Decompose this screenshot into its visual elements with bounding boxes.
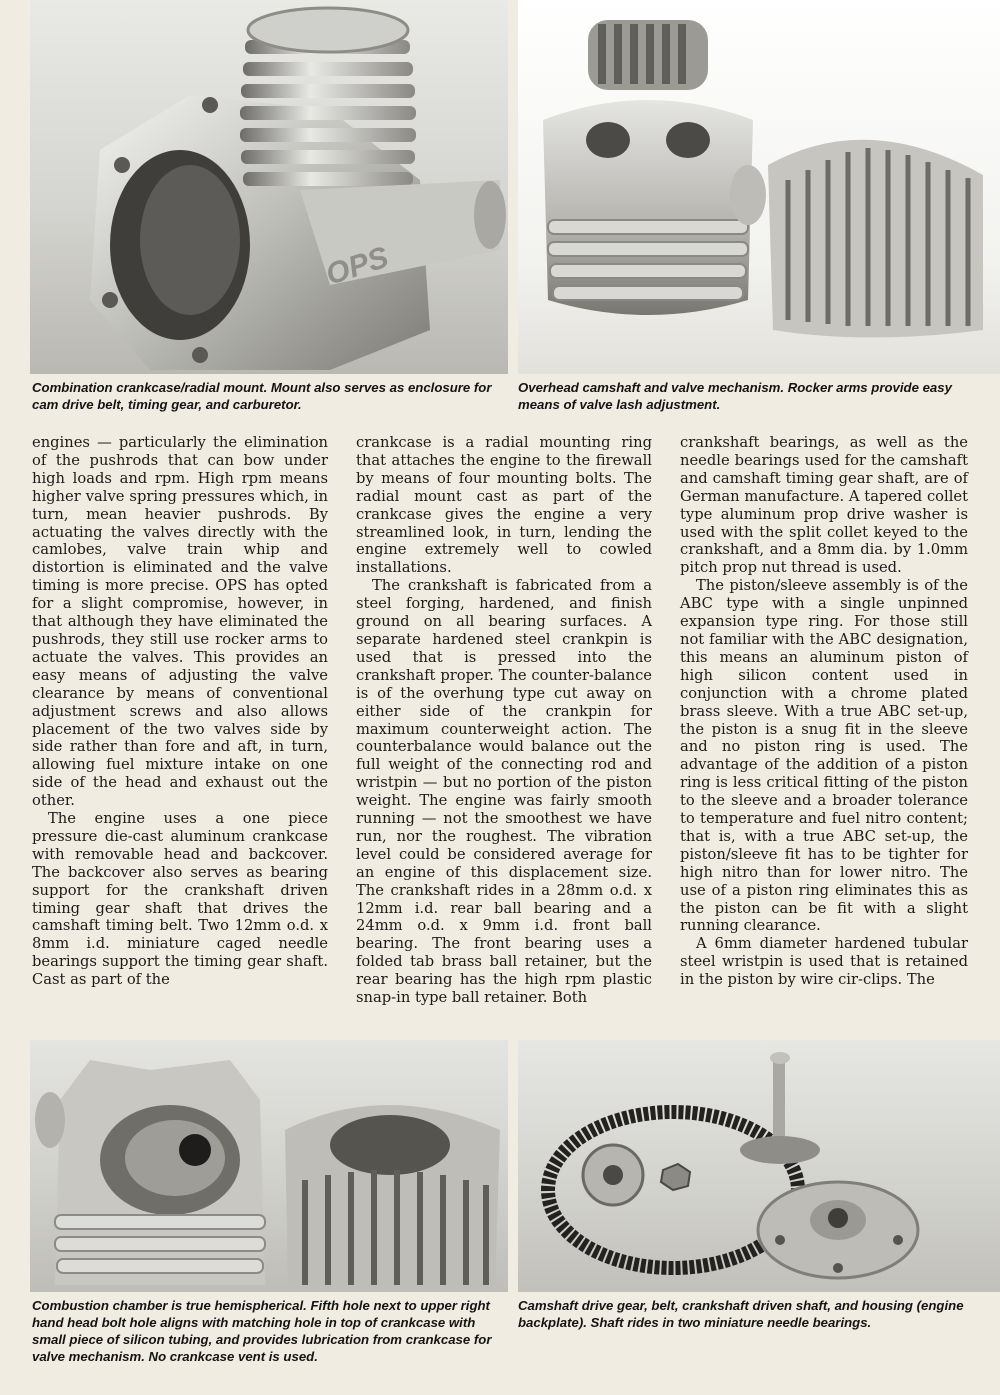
article-paragraph: crankshaft bearings, as well as the needle bearings used for the camshaft and camshaft timing gear shaft, are of German manufacture. A tapered collet type aluminum prop drive washer is used with the split collet keyed to the crankshaft, and a 8mm dia. by 1.0mm pitch prop nut thread is used. bbox=[680, 434, 968, 577]
caption-combustion-chamber: Combustion chamber is true hemispherical. Fifth hole next to upper right hand head bolt hole aligns with matching hole in top of crankcase with small piece of silicon tubing, and provides lubrication from crankcase for valve mechanism. No crankcase vent is used. bbox=[32, 1298, 492, 1364]
crankcase-radial-mount-photo bbox=[30, 0, 508, 374]
combustion-chamber-photo bbox=[30, 1040, 508, 1292]
article-column-1 bbox=[32, 434, 328, 989]
article-paragraph: A 6mm diameter hardened tubular steel wristpin is used that is retained in the piston by wire cir-clips. The bbox=[680, 935, 968, 989]
camshaft-drive-parts-photo bbox=[518, 1040, 1000, 1292]
article-paragraph: The piston/sleeve assembly is of the ABC type with a single unpinned expansion type ring. For those still not familiar with the ABC designation, this means an aluminum piston of high silicon content used in conjunction with a chrome plated brass sleeve. With a true ABC set-up, the piston is a snug fit in the sleeve and no piston ring is used. The advantage of the addition of a piston ring is less critical fitting of the piston to the sleeve and a broader tolerance to temperature and fuel nitro content; that is, with a true ABC set-up, the piston/sleeve fit has to be tighter for high nitro than for lower nitro. The use of a piston ring eliminates this as the piston can be fit with a slight running clearance. bbox=[680, 577, 968, 935]
article-paragraph: engines — particularly the elimination of the pushrods that can bow under high loads and rpm. High rpm means higher valve spring pressures which, in turn, mean heavier pushrods. By actuating the valves directly with the camlobes, valve train whip and distortion is eliminated and the valve timing is more precise. OPS has opted for a slight compromise, however, in that although they have eliminated the pushrods, they still use rocker arms to actuate the valves. This provides an easy means of adjusting the valve clearance by means of conventional adjustment screws and also allows placement of the two valves side by side rather than fore and aft, in turn, allowing fuel mixture intake on one side of the head and exhaust out the other. bbox=[32, 434, 328, 810]
caption-camshaft-drive-parts: Camshaft drive gear, belt, crankshaft driven shaft, and housing (engine backplate). Shaft rides in two miniature needle bearings. bbox=[518, 1298, 964, 1330]
article-paragraph: The crankshaft is fabricated from a steel forging, hardened, and finish ground on all bearing surfaces. A separate hardened steel crankpin is used that is pressed into the crankshaft proper. The counter-balance is of the overhung type cut away on either side of the crankpin for maximum counterweight action. The counterbalance would balance out the full weight of the connecting rod and wristpin — but no portion of the piston weight. The engine was fairly smooth running — not the smoothest we have run, nor the roughest. The vibration level could be considered average for an engine of this displacement size. The crankshaft rides in a 28mm o.d. x 12mm i.d. rear ball bearing and a 24mm o.d. x 9mm i.d. front ball bearing. The front bearing uses a folded tab brass ball retainer, but the rear bearing has the high rpm plastic snap-in type ball retainer. Both bbox=[356, 577, 652, 1007]
article-column-2 bbox=[356, 434, 652, 1007]
caption-overhead-camshaft: Overhead camshaft and valve mechanism. Rocker arms provide easy means of valve lash adjustment. bbox=[518, 380, 952, 412]
crankcase-logo-text: OPS bbox=[321, 240, 393, 292]
article-paragraph: crankcase is a radial mounting ring that attaches the engine to the firewall by means of four mounting bolts. The radial mount cast as part of the crankcase gives the engine a very streamlined look, in turn, lending the engine extremely well to cowled installations. bbox=[356, 434, 652, 577]
article-paragraph: The engine uses a one piece pressure die-cast aluminum crankcase with removable head and backcover. The backcover also serves as bearing support for the crankshaft driven timing gear shaft that drives the camshaft timing belt. Two 12mm o.d. x 8mm i.d. miniature caged needle bearings support the timing gear shaft. Cast as part of the bbox=[32, 810, 328, 989]
caption-crankcase-radial-mount: Combination crankcase/radial mount. Mount also serves as enclosure for cam drive belt, timing gear, and carburetor. bbox=[32, 380, 492, 412]
article-column-3 bbox=[680, 434, 968, 989]
overhead-camshaft-photo bbox=[518, 0, 1000, 374]
